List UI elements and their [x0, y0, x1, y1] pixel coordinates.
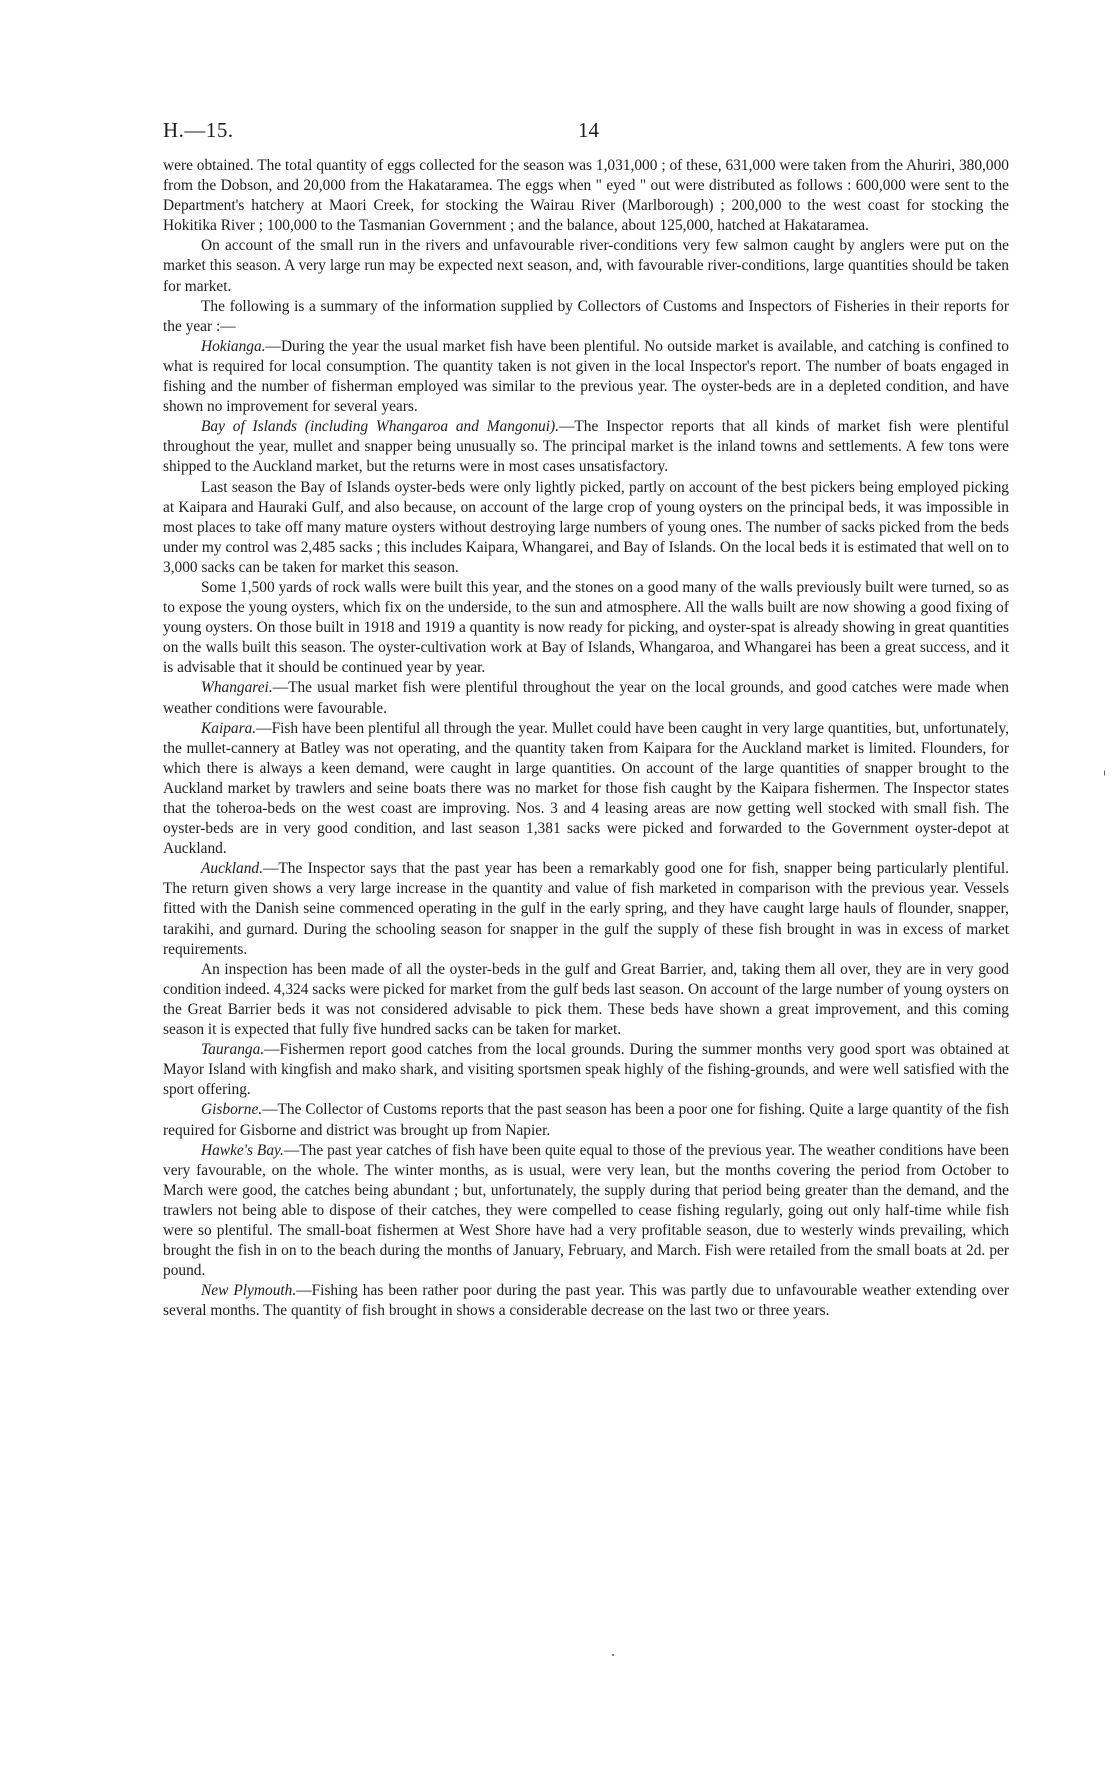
- section-whangarei: [163, 678, 1009, 718]
- section-bay-of-islands: [163, 417, 1009, 477]
- paragraph-text: —Fishing has been rather poor during the past year. This was partly due to unfavourable weather extending over several months. The quantity of fish brought in shows a considerable decrease on the last two or three years.: [163, 1282, 1009, 1320]
- section-heading-kaipara: Kaipara.: [201, 719, 257, 737]
- document-reference: H.—15.: [163, 118, 234, 142]
- paragraph-oyster-beds-picking: [163, 478, 1009, 578]
- paragraph-text: were obtained. The total quantity of eggs collected for the season was 1,031,000 ; of these, 631,000 were taken from the Ahuriri, 380,000 from the Dobson, and 20,000 from the Hakataramea. The eggs when " eyed " out were distributed as follows : 600,000 were sent to the Department's hatchery at Maori Creek, for stocking the Wairau River (Marlborough) ; 200,000 to the west coast for stocking the Hokitika River ; 100,000 to the Tasmanian Government ; and the balance, about 125,000, hatched at Hakataramea.: [163, 157, 1009, 235]
- paragraph-text: —The Inspector reports that all kinds of market fish were plentiful throughout the year, mullet and snapper being unusually so. The principal market is the inland towns and settlements. A few tons were shipped to the Auckland market, but the returns were in most cases unsatisfactory.: [163, 418, 1009, 476]
- section-tauranga: [163, 1040, 1009, 1100]
- section-heading-tauranga: Tauranga.: [201, 1041, 265, 1059]
- section-hawkes-bay: [163, 1141, 1009, 1282]
- section-heading-hawkes-bay: Hawke's Bay.: [201, 1141, 284, 1159]
- scan-speck: [1104, 770, 1105, 776]
- paragraph-text: —The Inspector says that the past year has been a remarkably good one for fish, snapper being particularly plentiful. The return given shows a very large increase in the quantity and value of fish marketed in comparison with the previous year. Vessels fitted with the Danish seine commenced operating in the gulf in the early spring, and they have caught large hauls of flounder, snapper, tarakihi, and gurnard. During the schooling season for snapper in the gulf the supply of these fish brought in was in excess of market requirements.: [163, 860, 1009, 958]
- paragraph-text: Last season the Bay of Islands oyster-beds were only lightly picked, partly on account of the best pickers being employed picking at Kaipara and Hauraki Gulf, and also because, on account of the large crop of young oysters on the principal beds, it was impossible in most places to take off many mature oysters without destroying large numbers of young ones. The number of sacks picked from the beds under my control was 2,485 sacks ; this includes Kaipara, Whangarei, and Bay of Islands. On the local beds it is estimated that well on to 3,000 sacks can be taken for market this season.: [163, 478, 1009, 576]
- paragraph-text: —The Collector of Customs reports that the past season has been a poor one for fishing. Quite a large quantity of the fish required for Gisborne and district was brought up from Napier.: [163, 1101, 1009, 1139]
- section-auckland: [163, 859, 1009, 959]
- paragraph-salmon-run: [163, 236, 1009, 296]
- section-gisborne: [163, 1100, 1009, 1140]
- section-heading-bay-of-islands: Bay of Islands (including Whangaroa and Mangonui).: [201, 418, 559, 436]
- paragraph-text: On account of the small run in the rivers and unfavourable river-conditions very few salmon caught by anglers were put on the market this season. A very large run may be expected next season, and, with favourable river-conditions, large quantities should be taken for market.: [163, 237, 1009, 295]
- paragraph-rock-walls: [163, 578, 1009, 678]
- section-hokianga: [163, 337, 1009, 417]
- paragraph-text: An inspection has been made of all the oyster-beds in the gulf and Great Barrier, and, taking them all over, they are in very good condition indeed. 4,324 sacks were picked for market from the gulf beds last season. On account of the large number of young oysters on the Great Barrier beds it was not considered advisable to pick them. These beds have shown a great improvement, and this coming season it is expected that fully five hundred sacks can be taken for market.: [163, 960, 1009, 1039]
- paragraph-text: —The past year catches of fish have been quite equal to those of the previous year. The weather conditions have been very favourable, on the whole. The winter months, as is usual, were very lean, but the months covering the period from October to March were good, the catches being abundant ; but, unfortunately, the supply during that period being greater than the demand, and the trawlers not being able to dispose of their catches, they were compelled to cease fishing regularly, going out only half-time while fish were so plentiful. The small-boat fishermen at West Shore have had a very profitable season, due to westerly winds prevailing, which brought the fish in on to the beach during the months of January, February, and March. Fish were retailed from the small boats at 2d. per pound.: [163, 1141, 1009, 1280]
- section-heading-hokianga: Hokianga.: [201, 337, 266, 355]
- paragraph-salmon-eggs: [163, 156, 1009, 236]
- paragraph-text: —Fish have been plentiful all through the year. Mullet could have been caught in very large quantities, but, unfortunately, the mullet-cannery at Batley was not operating, and the quantity taken from Kaipara for the Auckland market is limited. Flounders, for which there is always a keen demand, were caught in large quantities. On account of the large quantities of snapper brought to the Auckland market by trawlers and seine boats there was no market for those fish caught by the Kaipara fishermen. The Inspector states that the toheroa-beds on the west coast are improving. Nos. 3 and 4 leasing areas are now getting well stocked with small fish. The oyster-beds are in very good condition, and last season 1,381 sacks were picked and forwarded to the Government oyster-depot at Auckland.: [163, 719, 1009, 858]
- section-heading-auckland: Auckland.: [201, 860, 263, 878]
- section-kaipara: [163, 719, 1009, 860]
- document-page: [163, 118, 1009, 1321]
- section-heading-gisborne: Gisborne.: [201, 1101, 263, 1119]
- paragraph-summary-intro: [163, 297, 1009, 337]
- scan-speck: [612, 1654, 614, 1656]
- paragraph-text: —During the year the usual market fish have been plentiful. No outside market is available, and catching is confined to what is required for local consumption. The quantity taken is not given in the local Inspector's report. The number of boats engaged in fishing and the number of fisherman employed was similar to the previous year. The oyster-beds are in a depleted condition, and have shown no improvement for several years.: [163, 337, 1009, 416]
- paragraph-text: Some 1,500 yards of rock walls were built this year, and the stones on a good many of the walls previously built were turned, so as to expose the young oysters, which fix on the underside, to the sun and atmosphere. All the walls built are now showing a good fixing of young oysters. On those built in 1918 and 1919 a quantity is now ready for picking, and oyster-spat is already showing in great quantities on the walls built this season. The oyster-cultivation work at Bay of Islands, Whangaroa, and Whangarei has been a great success, and it is advisable that it should be continued year by year.: [163, 578, 1009, 677]
- paragraph-text: —The usual market fish were plentiful throughout the year on the local grounds, and good catches were made when weather conditions were favourable.: [163, 679, 1009, 717]
- section-heading-new-plymouth: New Plymouth.: [201, 1282, 297, 1300]
- paragraph-text: The following is a summary of the information supplied by Collectors of Customs and Inspectors of Fisheries in their reports for the year :—: [163, 297, 1009, 335]
- page-number: 14: [578, 118, 599, 142]
- section-new-plymouth: [163, 1281, 1009, 1321]
- page-header: [163, 118, 1009, 152]
- paragraph-text: —Fishermen report good catches from the local grounds. During the summer months very good sport was obtained at Mayor Island with kingfish and mako shark, and visiting sportsmen speak highly of the fishing-grounds, and were well satisfied with the sport offering.: [163, 1041, 1009, 1099]
- report-body: [163, 156, 1009, 1321]
- section-heading-whangarei: Whangarei.: [201, 679, 273, 697]
- paragraph-gulf-oyster-inspection: [163, 960, 1009, 1040]
